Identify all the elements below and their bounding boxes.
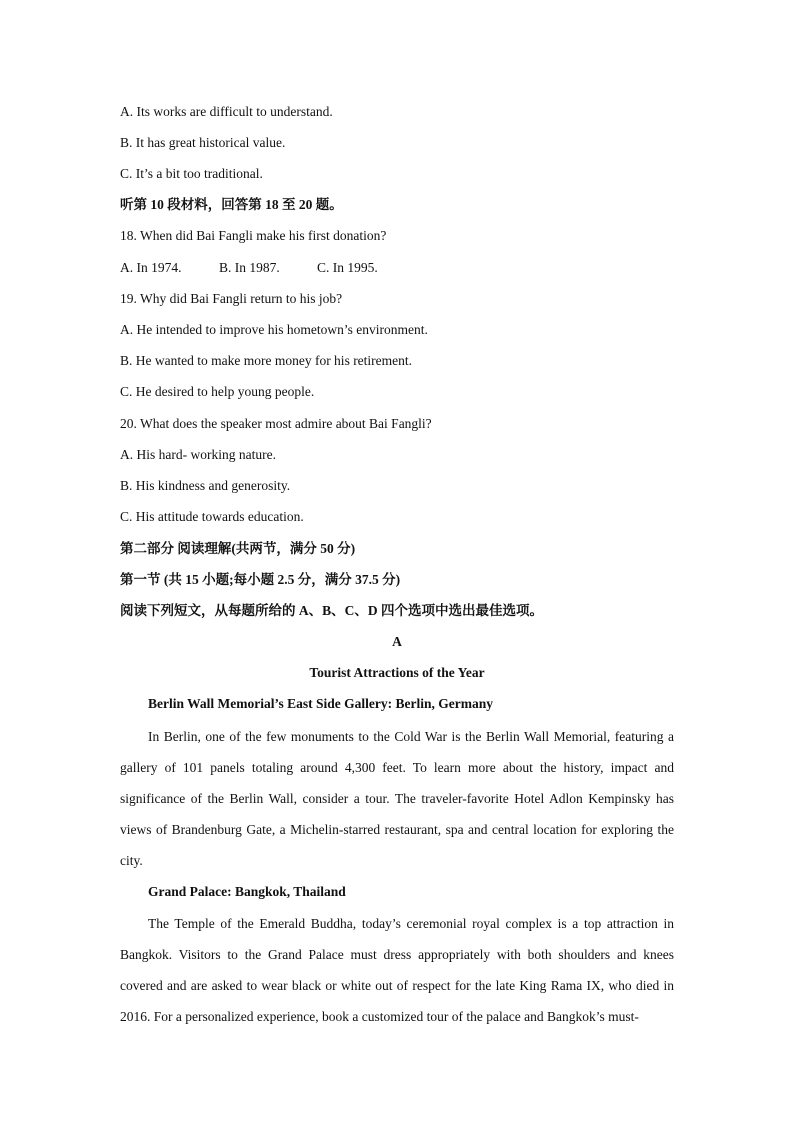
q20-option-a: A. His hard- working nature. xyxy=(120,447,276,462)
q20-question: 20. What does the speaker most admire about Bai Fangli? xyxy=(120,416,432,431)
q18-option-c: C. In 1995. xyxy=(317,260,378,275)
q17-option-a: A. Its works are difficult to understand. xyxy=(120,104,333,119)
paragraph-bangkok: The Temple of the Emerald Buddha, today’s ceremonial royal complex is a top attraction in Bangkok. Visitors to the Grand Palace must dress appropriately with both shoulders and knees covered and are asked to wear black or white out of respect for the late King Rama IX, who died in 2016. For a personalized experience, book a customized tour of the palace and Bangkok’s must- xyxy=(120,916,674,1024)
q18-option-b: B. In 1987. xyxy=(219,260,280,275)
q19-question: 19. Why did Bai Fangli return to his job? xyxy=(120,291,343,306)
reading-instruction: 阅读下列短文，从每题所给的 A、B、C、D 四个选项中选出最佳选项。 xyxy=(120,603,544,618)
passage-title: Tourist Attractions of the Year xyxy=(309,665,485,680)
q18-options xyxy=(120,259,378,277)
section-heading-berlin: Berlin Wall Memorial’s East Side Gallery: Berlin, Germany xyxy=(148,696,493,711)
paragraph-berlin: In Berlin, one of the few monuments to the Cold War is the Berlin Wall Memorial, featuring a gallery of 101 panels totaling around 4,300 feet. To learn more about the history, impact and significance of the Berlin Wall, consider a tour. The traveler-favorite Hotel Adlon Kempinsky has views of Brandenburg Gate, a Michelin-starred restaurant, spa and central location for exploring the city. xyxy=(120,729,674,868)
q17-option-b: B. It has great historical value. xyxy=(120,135,286,150)
q18-option-a: A. In 1974. xyxy=(120,260,182,275)
q19-option-c: C. He desired to help young people. xyxy=(120,384,315,399)
passage-label: A xyxy=(392,634,402,649)
q19-option-b: B. He wanted to make more money for his retirement. xyxy=(120,353,413,368)
q20-option-c: C. His attitude towards education. xyxy=(120,509,304,524)
q20-option-b: B. His kindness and generosity. xyxy=(120,478,291,493)
section1-header: 第一节 (共 15 小题;每小题 2.5 分，满分 37.5 分) xyxy=(120,572,401,587)
q19-option-a: A. He intended to improve his hometown’s environment. xyxy=(120,322,428,337)
q18-question: 18. When did Bai Fangli make his first donation? xyxy=(120,228,387,243)
section-heading-bangkok: Grand Palace: Bangkok, Thailand xyxy=(148,884,346,899)
part2-header: 第二部分 阅读理解(共两节，满分 50 分) xyxy=(120,541,356,556)
section10-instruction: 听第 10 段材料，回答第 18 至 20 题。 xyxy=(120,197,343,212)
q17-option-c: C. It’s a bit too traditional. xyxy=(120,166,263,181)
